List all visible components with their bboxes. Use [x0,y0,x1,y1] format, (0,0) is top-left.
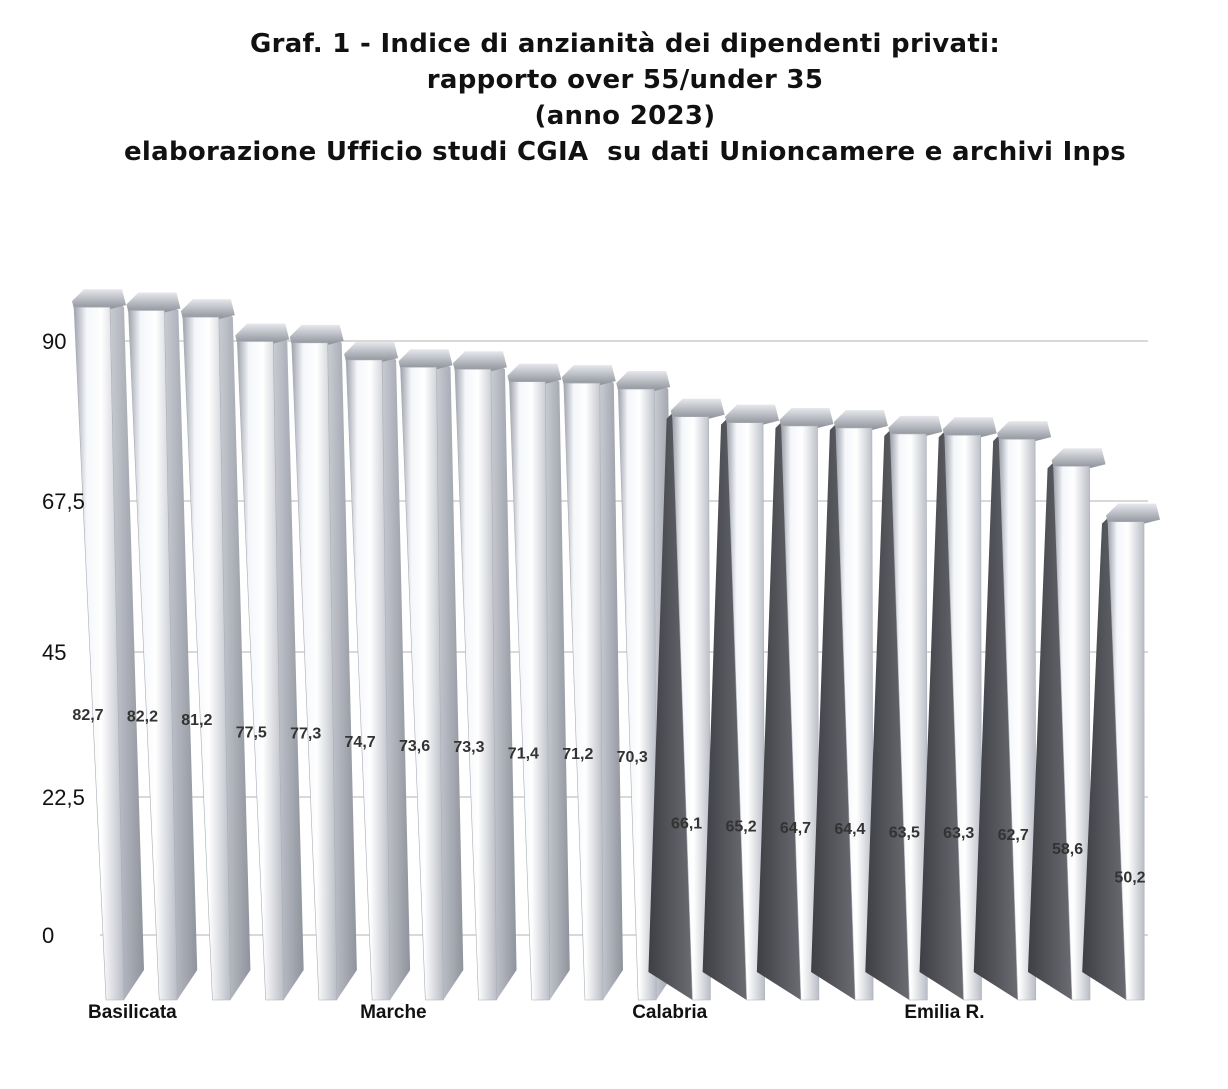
data-label: 62,7 [997,827,1029,844]
bar-top [888,416,942,436]
data-label: 50,2 [1114,869,1146,887]
data-label: 64,4 [834,821,866,839]
bar [453,351,517,1000]
bar-top [399,349,453,369]
y-tick-label: 45 [42,640,67,665]
x-category-label: Emilia R. [904,1002,985,1023]
bar-top [725,405,779,425]
bar [1082,504,1160,1000]
bar-face [509,382,549,1000]
data-label: 64,7 [779,820,812,838]
bar-top [290,325,344,345]
bar-top [507,364,561,384]
bar-face [618,389,656,1000]
bar-side [600,373,623,1000]
bar-top [72,289,126,309]
title-line-3: (anno 2023) [534,101,716,131]
bar-top [1106,504,1160,524]
title-line-4: elaborazione Ufficio studi CGIA su dati Unioncamere e archivi Inps [123,137,1127,167]
data-label: 82,7 [72,707,104,724]
data-label: 73,3 [453,738,485,756]
bar-face [564,383,603,1000]
y-tick-label: 22,5 [42,785,85,810]
title-line-2: rapporto over 55/under 35 [426,65,824,95]
bar-top [616,371,670,391]
x-category-label: Calabria [632,1002,708,1023]
y-tick-label: 90 [42,329,67,354]
bar-top [126,292,180,312]
bar-top [453,351,507,371]
x-category-label: Marche [360,1002,427,1023]
data-label: 77,3 [290,725,322,743]
bar-top [235,324,289,344]
data-label: 82,2 [126,708,158,726]
bar-top [779,408,833,428]
data-label: 65,2 [725,818,757,836]
data-label: 77,5 [235,724,267,742]
bar-top [562,365,616,385]
data-label: 70,3 [616,749,648,767]
data-label: 73,6 [398,737,431,755]
y-tick-label: 0 [42,923,55,948]
data-label: 71,4 [507,745,539,763]
data-label: 71,2 [562,746,594,764]
bar-top [834,410,888,430]
data-label: 58,6 [1052,840,1084,858]
data-label: 74,7 [344,734,376,752]
bar-top [943,417,997,437]
bar-top [181,299,235,319]
bar [562,365,623,1000]
bar-top [671,399,725,419]
bar-top [1052,448,1106,468]
y-tick-label: 67,5 [42,489,85,514]
bar [507,364,569,1000]
data-label: 66,1 [671,815,703,833]
data-label: 81,2 [181,712,213,730]
bar-top [997,421,1051,441]
data-label: 63,5 [888,824,920,842]
bar-top [344,342,398,362]
data-label: 63,3 [943,824,975,842]
title-line-1: Graf. 1 - Indice di anzianità dei dipendenti privati: [249,29,1001,59]
x-category-label: Basilicata [88,1002,177,1023]
